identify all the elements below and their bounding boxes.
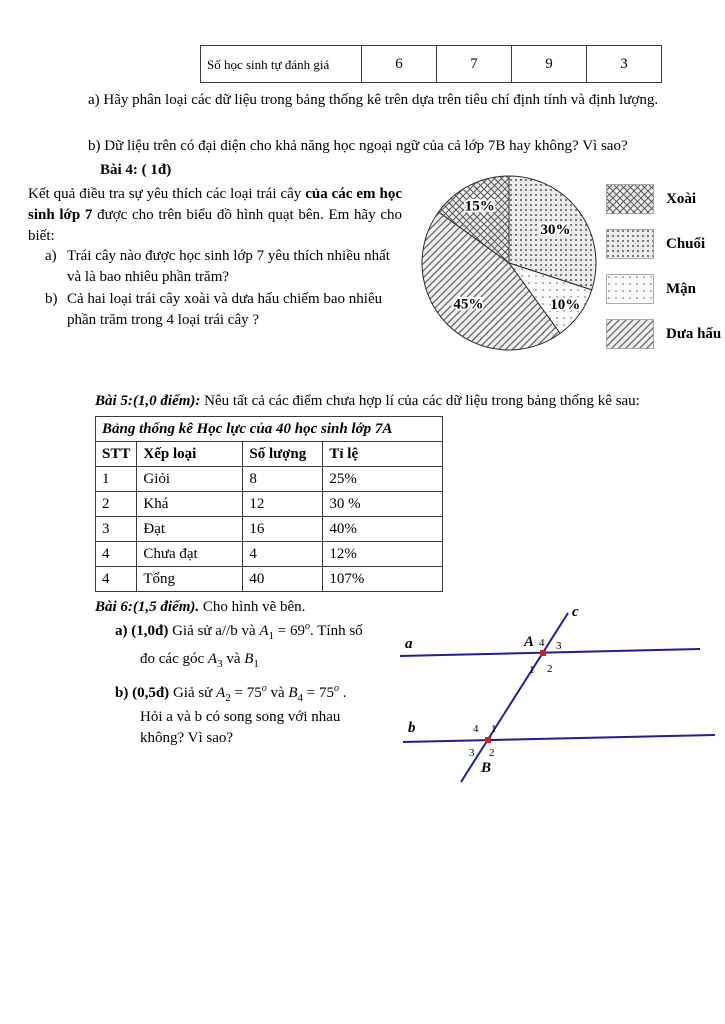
pie-percent-label: 10% [550,296,581,313]
math-sub: 1 [268,630,275,642]
geometry-figure [393,598,723,793]
bai4-intro-bold: của các em học sinh lớp 7 [28,186,402,223]
bai5-heading-label: Bài 5:(1,0 điểm): [95,393,201,409]
legend-swatch [606,229,654,259]
text: = 69 [274,623,306,639]
math-sub: 1 [253,658,259,670]
pie-percent-label: 30% [540,222,571,239]
pie-legend [606,184,721,349]
table-cell: 12% [323,542,443,567]
text: . [339,685,347,701]
text: đo các góc [140,651,208,667]
legend-label: Mận [666,280,696,297]
line-c [461,613,568,782]
table-cell: 107% [323,567,443,592]
table-cell: 3 [96,517,137,542]
legend-swatch [606,184,654,214]
label-line-a: a [405,636,413,652]
legend-swatch [606,274,654,304]
bai6-heading-text: Cho hình vẽ bên. [199,599,306,615]
table-title: Bảng thống kê Học lực của 40 học sinh lớp 7A [96,417,443,442]
math-sub: 4 [297,692,304,704]
legend-item-2 [606,274,721,304]
pie-chart [414,168,604,358]
bai5-heading [95,391,710,412]
value-cell: 7 [437,46,512,83]
label-point-A: A [524,634,535,650]
bai6-item-b-line1 [115,683,347,704]
column-header: Xếp loại [137,442,243,467]
value-cell: 3 [587,46,662,83]
angle-B4: 4 [473,723,479,735]
angle-B3: 3 [469,747,475,759]
math-sup: o [261,683,267,694]
list-marker: b) [115,685,129,701]
bai6-item-b-line3: không? Vì sao? [140,730,234,746]
angle-A2: 2 [547,663,553,675]
point-A-marker [540,650,546,656]
angle-B1: 1 [491,723,497,735]
angle-A4: 4 [539,637,545,649]
statistics-table [95,416,443,592]
table-title-row [96,417,443,442]
text: = 75 [230,685,262,701]
table-row [96,542,443,567]
label-line-b: b [408,720,416,736]
pie-percent-label: 45% [453,296,484,313]
table-cell: 4 [96,542,137,567]
text: Giả sử [169,685,217,701]
column-header: Tỉ lệ [323,442,443,467]
table-cell: 12 [243,492,323,517]
math-var: A [259,623,269,639]
points-label: (1,0đ) [131,623,169,639]
points-label: (0,5đ) [132,685,170,701]
table-cell: 2 [96,492,137,517]
list-marker: b) [45,291,58,307]
table-cell: 4 [96,567,137,592]
table-cell: 40 [243,567,323,592]
column-header: STT [96,442,137,467]
bai5-heading-text: Nêu tất cả các điểm chưa hợp lí của các dữ liệu trong bảng thống kê sau: [200,393,640,409]
bai6-item-a-line2 [140,649,259,670]
value-cell: 6 [362,46,437,83]
question-3b: b) Dữ liệu trên có đại diện cho khả năng học ngoại ngữ của cả lớp 7B hay không? Vì sao? [88,138,628,154]
legend-item-1 [606,229,721,259]
text: = 75 [303,685,335,701]
bai4-item-b [45,289,397,331]
bai4-item-a [45,246,397,288]
question-3a: a) Hãy phân loại các dữ liệu trong bảng thống kê trên dựa trên tiêu chí định tính và định lượng. [88,92,659,108]
legend-item-3 [606,319,721,349]
value-cell: 9 [512,46,587,83]
line-a [400,649,700,656]
bai4-item-b-text: Cả hai loại trái cây xoài và dưa hấu chiếm bao nhiêu phần trăm trong 4 loại trái cây ? [67,291,383,328]
text: . Tính số [310,623,363,639]
text: và [266,685,289,701]
table-cell: Chưa đạt [137,542,243,567]
table-cell: 8 [243,467,323,492]
table-cell: 16 [243,517,323,542]
table-row [96,467,443,492]
bai4-item-a-text: Trái cây nào được học sinh lớp 7 yêu thích nhiều nhất và là bao nhiêu phần trăm? [67,248,390,285]
math-sup: o [305,621,311,632]
pie-percent-label: 15% [464,198,495,215]
table-cell: 4 [243,542,323,567]
math-sub: 3 [217,658,223,670]
math-var: A [216,685,226,701]
legend-label: Chuối [666,235,706,252]
table-cell: Khá [137,492,243,517]
column-header: Số lượng [243,442,323,467]
math-sup: o [334,683,340,694]
list-marker: a) [45,248,57,264]
legend-label: Dưa hấu [666,325,722,342]
bai6-item-b-line2: Hỏi a và b có song song với nhau [140,709,341,725]
angle-B2: 2 [489,747,495,759]
bai4-intro-post: được cho trên biểu đồ hình quạt bên. Em hãy cho biết: [28,207,402,244]
table-row [96,567,443,592]
point-B-marker [485,737,491,743]
math-var: A [207,651,218,667]
table-cell: 25% [323,467,443,492]
list-marker: a) [115,623,128,639]
angle-A1: 1 [529,664,535,676]
student-count-table [200,45,662,83]
bai4-heading: Bài 4: ( 1đ) [100,162,172,178]
row-label-cell: Số học sinh tự đánh giá [201,46,362,83]
table-row [96,492,443,517]
bai6-item-a-line1 [115,621,363,642]
bai6-heading-label: Bài 6:(1,5 điểm). [95,599,200,615]
table-cell: Tổng [137,567,243,592]
text: và [222,651,245,667]
bai6-heading [95,597,305,618]
legend-swatch [606,319,654,349]
angle-A3: 3 [556,640,562,652]
table-cell: 30 % [323,492,443,517]
text: Giả sử a//b và [168,623,260,639]
table-row [201,46,662,83]
legend-item-0 [606,184,721,214]
math-var: B [288,685,298,701]
label-point-B: B [481,760,492,776]
math-var: B [244,651,254,667]
table-cell: Giỏi [137,467,243,492]
line-b [403,735,715,742]
table-cell: Đạt [137,517,243,542]
table-cell: 1 [96,467,137,492]
bai4-intro-pre: Kết quả điều tra sự yêu thích các loại trái cây [28,186,306,202]
table-header-row [96,442,443,467]
math-sub: 2 [225,692,231,704]
table-row [96,517,443,542]
bai4-intro [28,184,402,247]
legend-label: Xoài [666,190,696,207]
label-line-c: c [572,604,579,620]
table-cell: 40% [323,517,443,542]
